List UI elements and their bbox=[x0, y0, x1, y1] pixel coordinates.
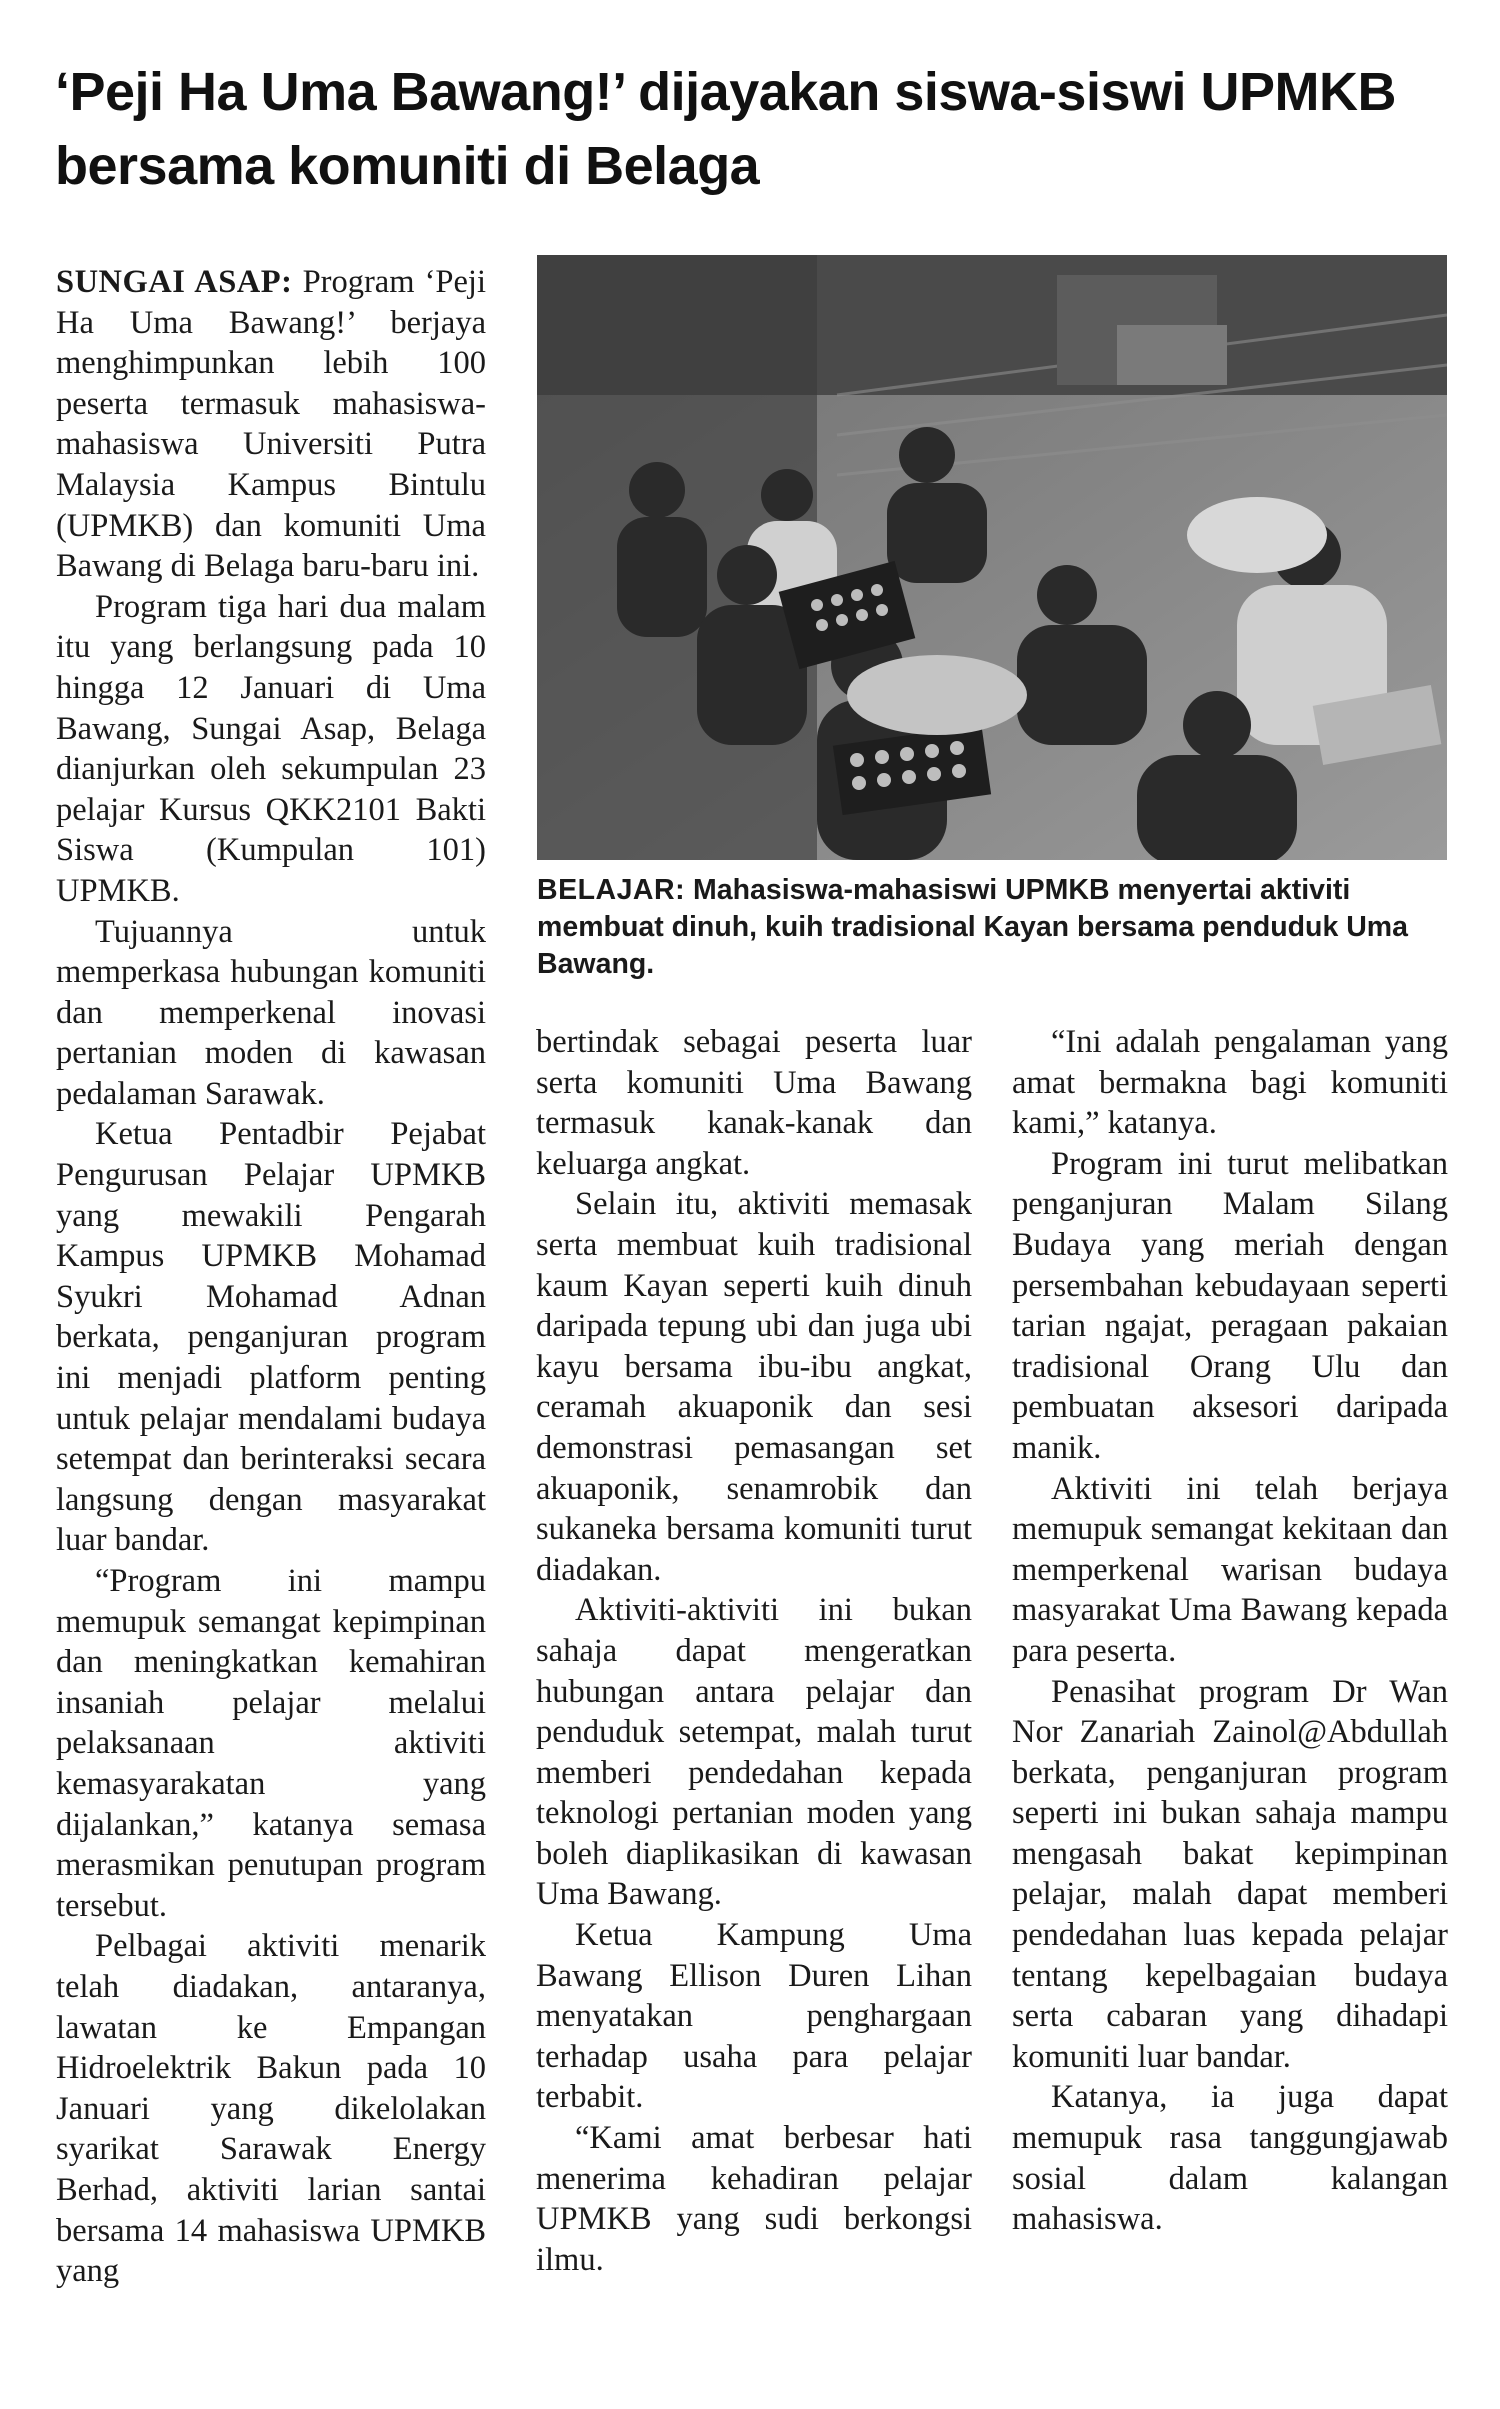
paragraph: Ketua Kampung Uma Bawang Ellison Duren Lihan menyatakan penghargaan terhadap usaha para pelajar terbabit. bbox=[536, 1917, 972, 2116]
paragraph: “Program ini mampu memupuk semangat kepimpinan dan meningkatkan kemahiran insaniah pelajar melalui pelaksanaan aktiviti kemasyarakatan yang dijalankan,” katanya semasa merasmikan penutupan program tersebut. bbox=[56, 1563, 486, 1924]
paragraph: Tujuannya untuk memperkasa hubungan komuniti dan memperkenal inovasi pertanian moden di kawasan pedalaman Sarawak. bbox=[56, 913, 486, 1112]
paragraph: Pelbagai aktiviti menarik telah diadakan, antaranya, lawatan ke Empangan Hidroelektrik Bakun pada 10 Januari yang dikelolakan syarikat Sarawak Energy Berhad, aktiviti larian santai bersama 14 mahasiswa UPMKB yang bbox=[56, 1928, 486, 2290]
article-headline: ‘Peji Ha Uma Bawang!’ dijayakan siswa-siswi UPMKB bersama komuniti di Belaga bbox=[55, 62, 1396, 196]
paragraph: Penasihat program Dr Wan Nor Zanariah Zainol@Abdullah berkata, penganjuran program seperti ini bukan sahaja mampu mengasah bakat kepimpinan pelajar, malah dapat memberi pendedahan luas kepada pelajar tentang kepelbagaian budaya serta cabaran yang dihadapi komuniti luar bandar. bbox=[1012, 1673, 1448, 2075]
paragraph: Katanya, ia juga dapat memupuk rasa tanggungjawab sosial dalam kalangan mahasiswa. bbox=[1012, 2079, 1448, 2238]
article-column-1 bbox=[56, 262, 486, 2292]
paragraph: Ketua Pentadbir Pejabat Pengurusan Pelajar UPMKB yang mewakili Pengarah Kampus UPMKB Mohamad Syukri Mohamad Adnan berkata, penganjuran program ini menjadi platform penting untuk pelajar mendalami budaya setempat dan berinteraksi secara langsung dengan masyarakat luar bandar. bbox=[56, 1116, 486, 1559]
caption-text: Mahasiswa-mahasiswi UPMKB menyertai aktiviti membuat dinuh, kuih tradisional Kayan bersama penduduk Uma Bawang. bbox=[537, 874, 1409, 980]
paragraph: bertindak sebagai peserta luar serta komuniti Uma Bawang termasuk kanak-kanak dan keluarga angkat. bbox=[536, 1024, 972, 1182]
article-column-2 bbox=[536, 1022, 972, 2280]
paragraph: “Kami amat berbesar hati menerima kehadiran pelajar UPMKB yang sudi berkongsi ilmu. bbox=[536, 2120, 972, 2278]
paragraph: Program tiga hari dua malam itu yang berlangsung pada 10 hingga 12 Januari di Uma Bawang, Sungai Asap, Belaga dianjurkan oleh sekumpulan 23 pelajar Kursus QKK2101 Bakti Siswa (Kumpulan 101) UPMKB. bbox=[56, 588, 486, 909]
photo-illustration bbox=[537, 255, 1447, 860]
caption-lead: BELAJAR: bbox=[537, 874, 686, 906]
paragraph-text: Program ‘Peji Ha Uma Bawang!’ berjaya menghimpunkan lebih 100 peserta termasuk mahasiswa-mahasiswa Universiti Putra Malaysia Kampus Bintulu (UPMKB) dan komuniti Uma Bawang di Belaga baru-baru ini. bbox=[56, 264, 486, 585]
article-column-3 bbox=[1012, 1022, 1448, 2240]
dateline: SUNGAI ASAP: bbox=[56, 264, 293, 300]
paragraph: Aktiviti-aktiviti ini bukan sahaja dapat mengeratkan hubungan antara pelajar dan penduduk setempat, malah turut memberi pendedahan kepada teknologi pertanian moden yang boleh diaplikasikan di kawasan Uma Bawang. bbox=[536, 1592, 972, 1913]
paragraph: Selain itu, aktiviti memasak serta membuat kuih tradisional kaum Kayan seperti kuih dinuh daripada tepung ubi dan juga ubi kayu bersama ibu-ibu angkat, ceramah akuaponik dan sesi demonstrasi pemasangan set akuaponik, senamrobik dan sukaneka bersama komuniti turut diadakan. bbox=[536, 1186, 972, 1588]
paragraph: Aktiviti ini telah berjaya memupuk semangat kekitaan dan memperkenal warisan budaya masyarakat Uma Bawang kepada para peserta. bbox=[1012, 1470, 1448, 1669]
paragraph: “Ini adalah pengalaman yang amat bermakna bagi komuniti kami,” katanya. bbox=[1012, 1024, 1448, 1142]
paragraph: Program ini turut melibatkan penganjuran Malam Silang Budaya yang meriah dengan persembahan kebudayaan seperti tarian ngajat, peragaan pakaian tradisional Orang Ulu dan pembuatan aksesori daripada manik. bbox=[1012, 1145, 1448, 1466]
paragraph bbox=[56, 262, 486, 587]
photo-caption bbox=[537, 872, 1447, 983]
article-photo bbox=[537, 255, 1447, 860]
